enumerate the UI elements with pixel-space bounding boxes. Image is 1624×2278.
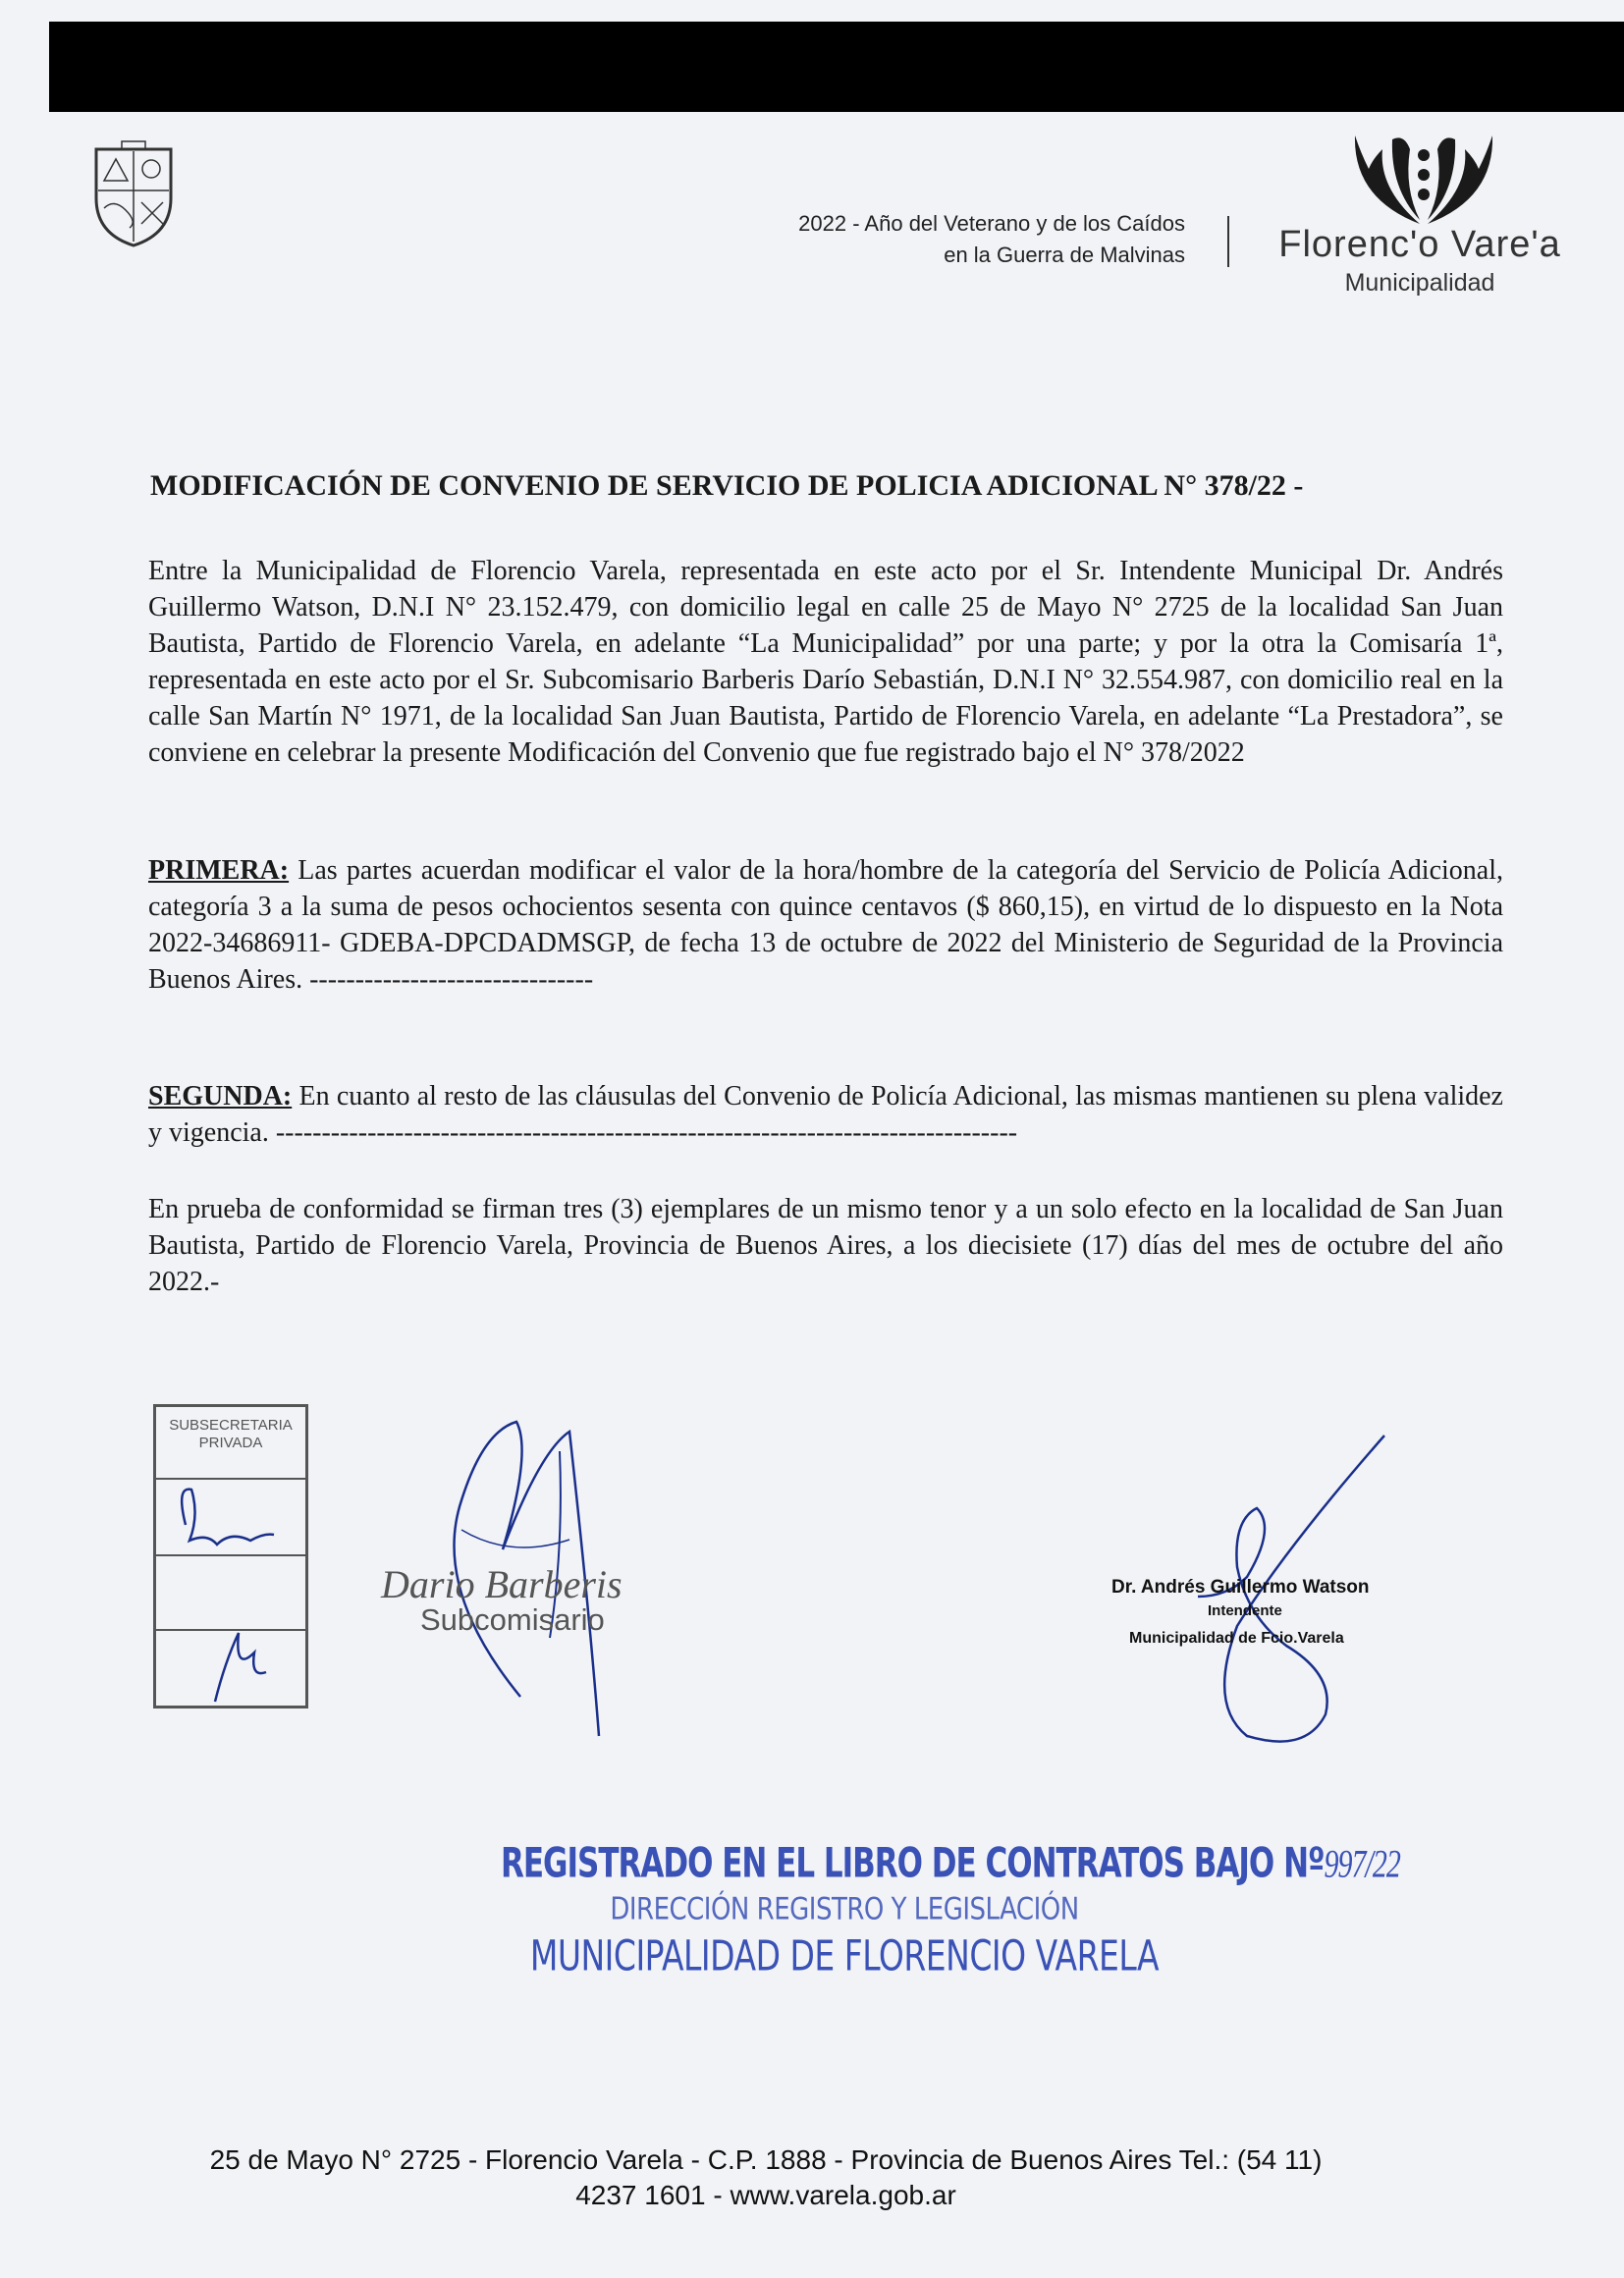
initials-signature-icon [156, 1407, 305, 1706]
clause-segunda [148, 1078, 1503, 1151]
footer-line2: 4237 1601 - www.varela.gob.ar [575, 2180, 956, 2210]
barberis-name: Dario Barberis [381, 1562, 623, 1606]
registry-stamp-caption: REGISTRADO EN EL LIBRO DE CONTRATOS BAJO Nº [501, 1839, 1325, 1888]
logo-name: Florenc'o Vare'a [1278, 224, 1561, 265]
municipal-crest-icon [90, 139, 177, 249]
barberis-role: Subcomisario [420, 1602, 605, 1637]
document-title: MODIFICACIÓN DE CONVENIO DE SERVICIO DE POLICIA ADICIONAL N° 378/22 - [150, 469, 1304, 502]
clause-segunda-label: SEGUNDA: [148, 1081, 293, 1112]
stamp-label-line1: SUBSECRETARIA [169, 1417, 293, 1434]
registry-stamp-line1 [501, 1839, 1400, 1888]
registry-stamp [501, 1839, 1400, 1980]
registry-number: 997/22 [1324, 1842, 1400, 1886]
intro-paragraph: Entre la Municipalidad de Florencio Varela, representada en este acto por el Sr. Intendente Municipal Dr. Andrés Guillermo Watson, D.N.I N° 23.152.479, con domicilio legal en calle 25 de Mayo N° 2725 de la localidad San Juan Bautista, Partido de Florencio Varela, en adelante “La Municipalidad” por una parte; y por la otra la Comisaría 1ª, representada en este acto por el Sr. Subcomisario Barberis Darío Sebastián, D.N.I N° 32.554.987, con domicilio real en la calle San Martín N° 1971, de la localidad San Juan Bautista, Partido de Florencio Varela, en adelante “La Prestadora”, se conviene en celebrar la presente Modificación del Convenio que fue registrado bajo el N° 378/2022 [148, 556, 1503, 768]
clause-segunda-text: En cuanto al resto de las cláusulas del Convenio de Policía Adicional, las mismas mantienen su plena validez y vigencia. --------------------------------------------------------------------------------- [148, 1081, 1503, 1148]
closing-paragraph: En prueba de conformidad se firman tres (3) ejemplares de un mismo tenor y a un solo efecto en la localidad de San Juan Bautista, Partido de Florencio Varela, Provincia de Buenos Aires, a los diecisiete (17) días del mes de octubre del año 2022.- [148, 1194, 1503, 1297]
clause-primera-text: Las partes acuerdan modificar el valor de la hora/hombre de la categoría del Servicio de Policía Adicional, categoría 3 a la suma de pesos ochocientos sesenta con quince centavos ($ 860,15), en virtud de lo dispuesto en la Nota 2022-34686911- GDEBA-DPCDADMSGP, de fecha 13 de octubre de 2022 del Ministerio de Seguridad de la Provincia Buenos Aires. ------------------------------- [148, 855, 1503, 995]
clause-primera-label: PRIMERA: [148, 855, 290, 886]
watson-org: Municipalidad de Fcio.Varela [1129, 1630, 1344, 1647]
footer-address [147, 2142, 1384, 2213]
footer-line1: 25 de Mayo N° 2725 - Florencio Varela - C.P. 1888 - Provincia de Buenos Aires Tel.: (54 11) [209, 2144, 1323, 2175]
clause-primera [148, 852, 1503, 998]
municipality-logo-icon [1349, 130, 1498, 228]
redaction-bar [49, 22, 1624, 112]
header-divider [1227, 216, 1229, 267]
registry-stamp-line3: MUNICIPALIDAD DE FLORENCIO VARELA [529, 1930, 1160, 1980]
year-motto-line2: en la Guerra de Malvinas [944, 243, 1185, 267]
year-motto [687, 208, 1185, 271]
subsecretaria-stamp [153, 1404, 308, 1708]
watson-role: Intendente [1208, 1602, 1282, 1619]
logo-subtitle: Municipalidad [1344, 269, 1495, 297]
watson-name: Dr. Andrés Guillermo Watson [1111, 1577, 1370, 1598]
year-motto-line1: 2022 - Año del Veterano y de los Caídos [798, 211, 1185, 236]
stamp-label-line2: PRIVADA [198, 1435, 263, 1451]
registry-stamp-line2: DIRECCIÓN REGISTRO Y LEGISLACIÓN [610, 1892, 1079, 1927]
